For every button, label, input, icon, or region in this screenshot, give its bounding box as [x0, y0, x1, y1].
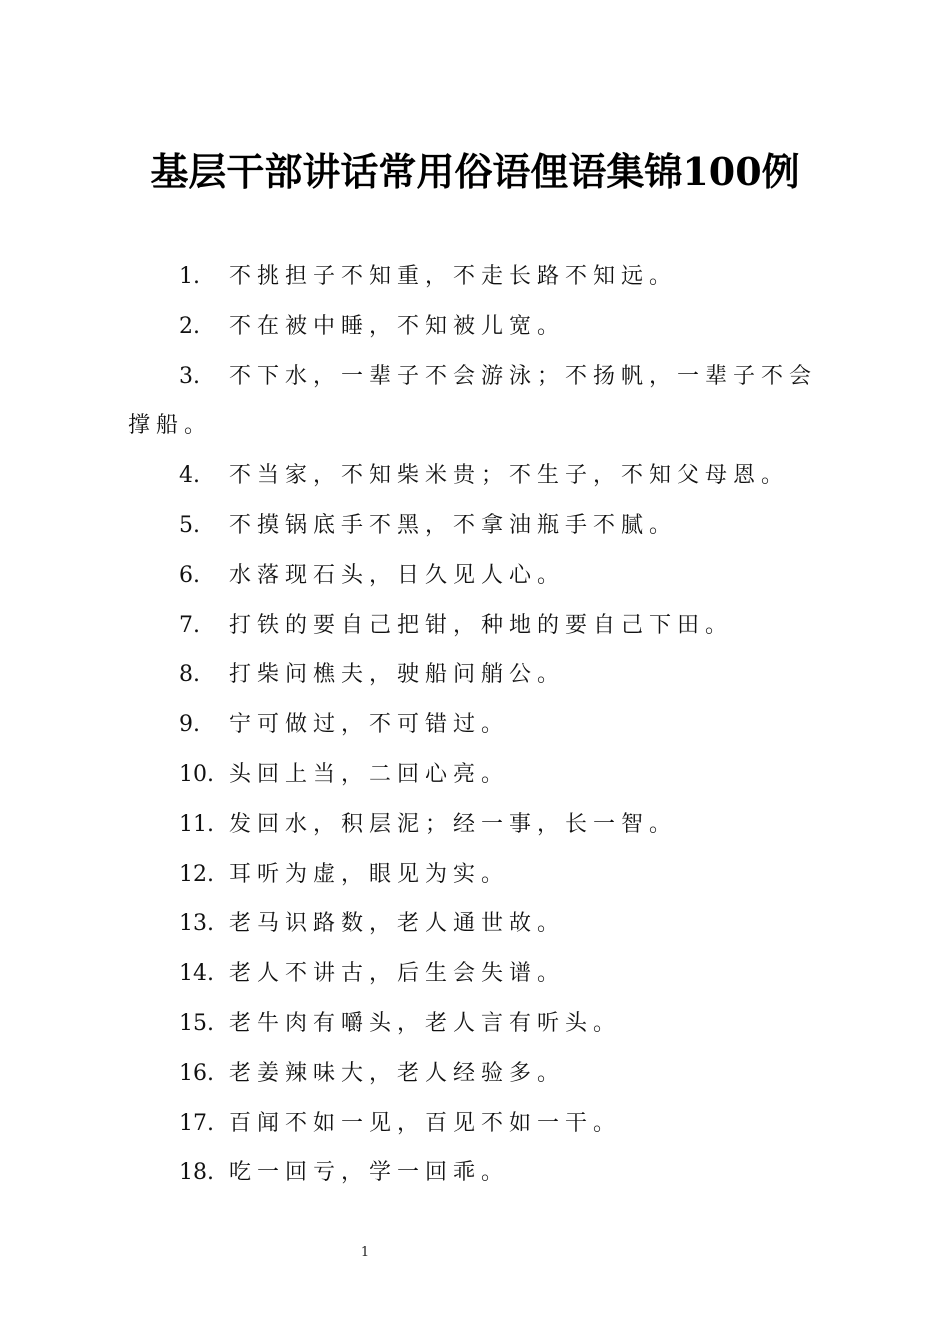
list-item: [128, 700, 828, 750]
list-item: [128, 1049, 828, 1099]
list-item: [128, 750, 828, 800]
item-text: 打柴问樵夫，驶船问艄公。: [229, 662, 566, 688]
list-item: [128, 1148, 828, 1198]
item-number: 1.: [179, 264, 200, 289]
item-text: 老人不讲古，后生会失谱。: [229, 961, 566, 987]
list-item: [128, 850, 828, 900]
item-text: 老牛肉有嚼头，老人言有听头。: [229, 1010, 622, 1036]
item-text: 百闻不如一见，百见不如一干。: [229, 1110, 622, 1136]
document-title: 基层干部讲话常用俗语俚语集锦100例: [150, 149, 800, 194]
item-text: 耳听为虚，眼见为实。: [229, 861, 510, 887]
item-number: 5.: [179, 512, 200, 538]
item-text: 不摸锅底手不黑，不拿油瓶手不腻。: [229, 512, 678, 538]
item-text: 吃一回亏，学一回乖。: [229, 1160, 510, 1186]
list-item: [128, 949, 828, 999]
item-number: 6.: [179, 562, 200, 588]
item-text: 老姜辣味大，老人经验多。: [229, 1060, 566, 1086]
item-number: 11.: [179, 811, 214, 837]
item-text: 发回水，积层泥；经一事，长一智。: [229, 811, 678, 837]
list-item: [128, 501, 828, 551]
list-item: [128, 252, 828, 302]
item-text: 不挑担子不知重，不走长路不知远。: [229, 264, 678, 289]
item-text: 不当家，不知柴米贵；不生子，不知父母恩。: [229, 463, 790, 489]
list-item: [128, 899, 828, 949]
item-number: 3.: [179, 363, 200, 389]
item-number: 15.: [179, 1010, 214, 1036]
item-number: 14.: [179, 961, 214, 987]
item-text: 宁可做过，不可错过。: [229, 712, 510, 738]
list-item: [128, 352, 828, 452]
list-item: [128, 601, 828, 651]
item-text: 老马识路数，老人通世故。: [229, 911, 566, 937]
item-text: 打铁的要自己把钳，种地的要自己下田。: [229, 612, 734, 638]
page-number: 1: [360, 1245, 370, 1260]
item-number: 8.: [179, 662, 200, 688]
item-text: 头回上当，二回心亮。: [229, 761, 510, 787]
item-number: 10.: [179, 761, 214, 787]
list-item: [128, 800, 828, 850]
item-number: 9.: [179, 712, 200, 738]
item-number: 13.: [179, 911, 214, 937]
list-item: [128, 1099, 828, 1149]
list-item: [128, 551, 828, 601]
proverb-list: [128, 252, 828, 1198]
item-text: 水落现石头，日久见人心。: [229, 562, 566, 588]
item-number: 2.: [179, 313, 200, 339]
list-item: [128, 451, 828, 501]
list-item: [128, 999, 828, 1049]
item-number: 4.: [179, 463, 200, 489]
item-number: 18.: [179, 1160, 214, 1186]
item-number: 7.: [179, 612, 200, 638]
item-text: 不下水，一辈子不会游泳；不扬帆，一辈子不会撑船。: [128, 363, 818, 439]
item-number: 16.: [179, 1060, 214, 1086]
item-number: 12.: [179, 861, 214, 887]
item-number: 17.: [179, 1110, 214, 1136]
list-item: [128, 302, 828, 352]
list-item: [128, 650, 828, 700]
item-text: 不在被中睡，不知被儿宽。: [229, 313, 566, 339]
